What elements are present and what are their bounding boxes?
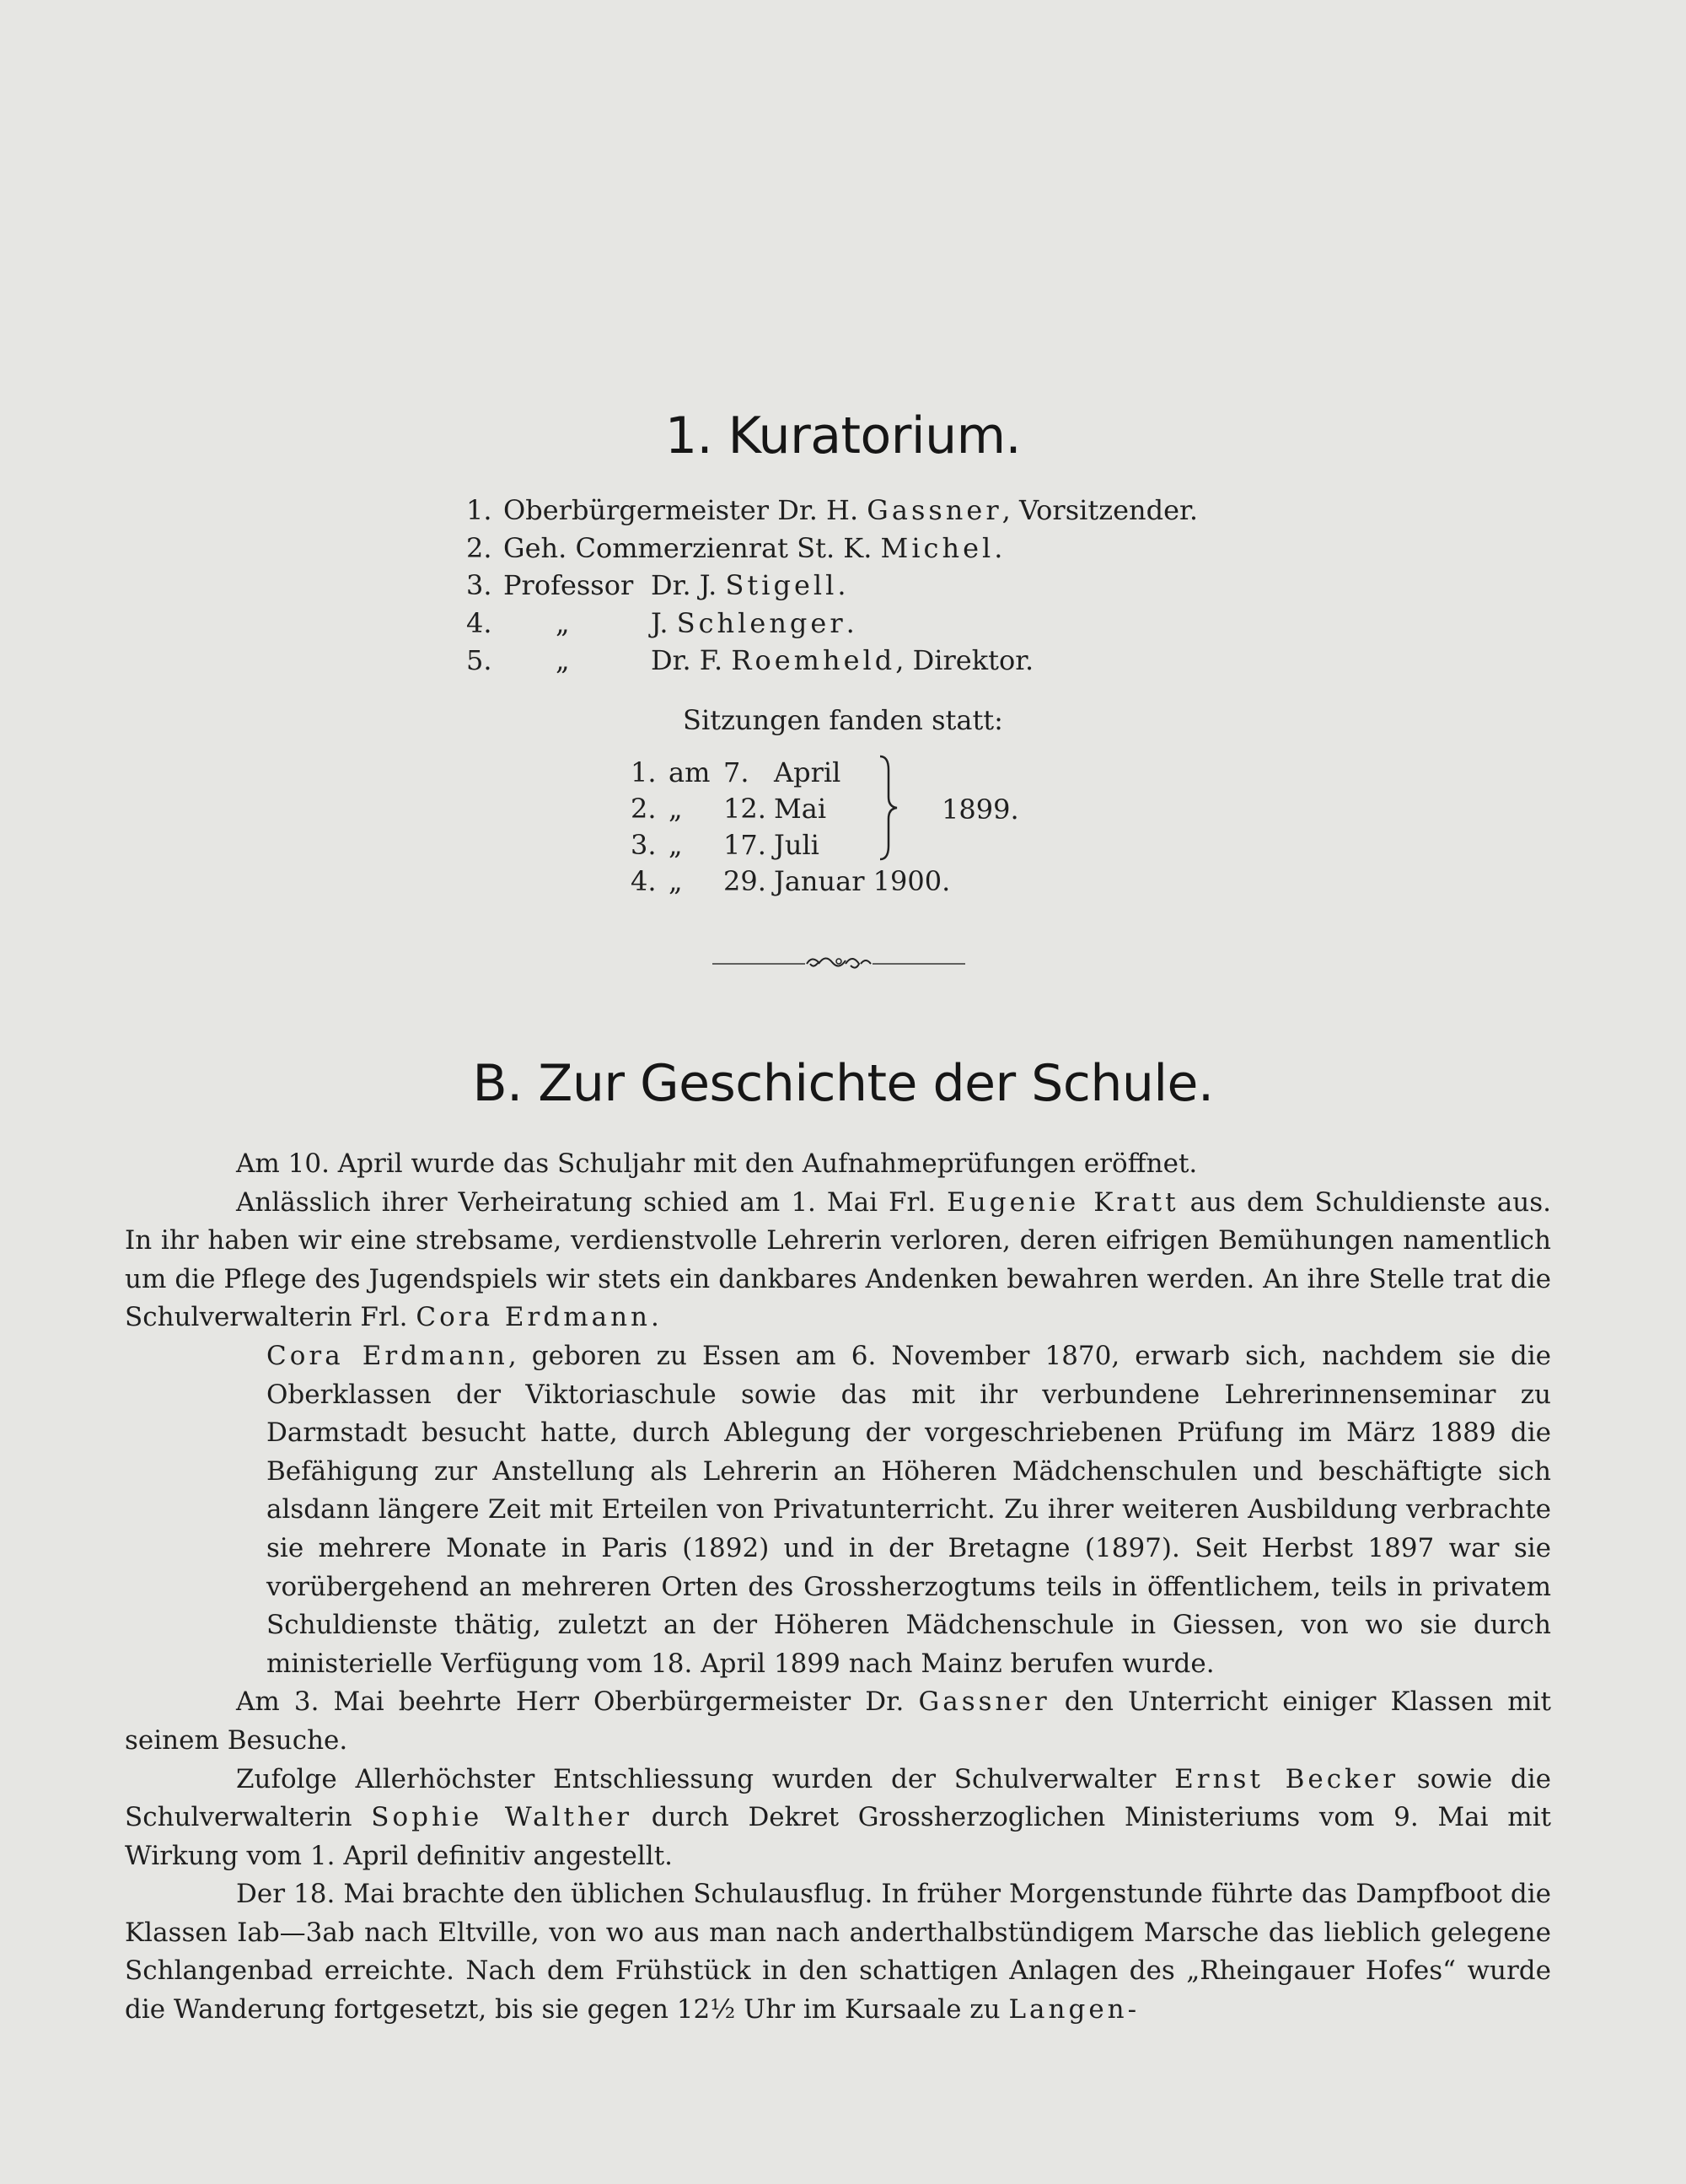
session-item bbox=[631, 755, 950, 791]
member-number: 1. bbox=[466, 494, 492, 526]
member-surname: Gassner bbox=[867, 494, 1002, 526]
member-title: Professor bbox=[503, 569, 634, 601]
paragraph-text: den Unterricht einiger Klassen mit seinem Besuche. bbox=[125, 1686, 1552, 1756]
member-title-ditto: „ bbox=[556, 606, 570, 639]
paragraph-text: Anlässlich ihrer Verheiratung schied am 1. Mai Frl. bbox=[236, 1186, 937, 1218]
paragraph-text: Zufolge Allerhöchster Entschliessung wurden der Schulverwalter bbox=[236, 1763, 1157, 1794]
ornament-divider-icon bbox=[712, 951, 965, 976]
member-item bbox=[466, 605, 1198, 643]
section-title-geschichte: B. Zur Geschichte der Schule. bbox=[472, 1054, 1214, 1113]
member-suffix: . bbox=[994, 531, 1003, 564]
member-item bbox=[466, 567, 1198, 605]
session-day: 17. bbox=[723, 829, 766, 861]
member-list bbox=[466, 492, 1198, 680]
session-day: 7. bbox=[723, 756, 749, 788]
paragraph-text: . bbox=[651, 1302, 659, 1333]
session-number: 1. bbox=[631, 756, 657, 788]
member-number: 5. bbox=[466, 644, 492, 676]
session-item bbox=[631, 791, 950, 827]
paragraph-text: Der 18. Mai brachte den üblichen Schulausflug. In früher Morgenstunde führte das Dampfboot die Klassen Iab—3ab nach Eltville, von wo aus man nach anderthalbstündigem Marsche das lieblich gelegene Schlangenbad erreichte. Nach dem Frühstück in den schattigen Anlagen des „Rheingauer Hofes“ wurde die Wanderung fortgesetzt, bis sie gegen 12½ Uhr im Kursaale zu bbox=[125, 1879, 1551, 2025]
member-title-ditto: „ bbox=[556, 644, 570, 676]
member-name: Dr. F. bbox=[651, 644, 723, 676]
member-surname: Stigell bbox=[725, 569, 838, 601]
member-name: Oberbürgermeister Dr. H. bbox=[503, 494, 859, 526]
member-number: 4. bbox=[466, 606, 492, 639]
paragraph bbox=[125, 1683, 1551, 1760]
member-surname: Schlenger bbox=[676, 606, 846, 639]
session-number: 3. bbox=[631, 829, 657, 861]
place-name: Langen- bbox=[1008, 1994, 1141, 2025]
paragraph-text: durch Dekret Grossherzoglichen Ministeriums vom 9. Mai mit Wirkung vom 1. April definitiv angestellt. bbox=[125, 1802, 1552, 1871]
session-prefix: „ bbox=[668, 793, 683, 825]
paragraph-text: Am 3. Mai beehrte Herr Oberbürgermeister Dr. bbox=[236, 1686, 905, 1718]
member-suffix: . bbox=[846, 606, 855, 639]
person-name: Sophie Walther bbox=[371, 1802, 633, 1833]
paragraph-text: , geboren zu Essen am 6. November 1870, erwarb sich, nachdem sie die Oberklassen der Viktoriaschule sowie das mit ihr verbundene Lehrerinnenseminar zu Darmstadt besucht hatte, durch Ablegung der vorgeschriebenen Prüfung im März 1889 die Befähigung zur Anstellung als Lehrerin an Höheren Mädchenschulen und beschäftigte sich alsdann längere Zeit mit Erteilen von Privatunterricht. Zu ihrer weiteren Ausbildung verbrachte sie mehrere Monate in Paris (1892) und in der Bretagne (1897). Seit Herbst 1897 war sie vorübergehend an mehreren Orten des Grossherzogtums teils in öffentlichem, teils in privatem Schuldienste thätig, zuletzt an der Höheren Mädchenschule in Giessen, von wo sie durch ministerielle Verfügung vom 18. April 1899 nach Mainz berufen wurde. bbox=[266, 1340, 1551, 1679]
paragraph bbox=[125, 1145, 1551, 1184]
member-suffix: , Direktor. bbox=[895, 644, 1034, 676]
member-suffix: , Vorsitzender. bbox=[1001, 494, 1198, 526]
session-number: 4. bbox=[631, 865, 657, 897]
history-text bbox=[125, 1145, 1551, 2030]
sessions-year: 1899. bbox=[942, 793, 1019, 826]
curly-brace-icon bbox=[877, 753, 902, 863]
person-name: Eugenie Kratt bbox=[947, 1186, 1179, 1218]
person-name: Cora Erdmann bbox=[416, 1302, 652, 1333]
member-number: 3. bbox=[466, 569, 492, 601]
session-day: 29. bbox=[723, 865, 766, 897]
session-month: Januar 1900. bbox=[774, 865, 951, 897]
session-number: 2. bbox=[631, 793, 657, 825]
member-name: J. bbox=[651, 606, 668, 639]
member-item bbox=[466, 642, 1198, 680]
paragraph bbox=[125, 1184, 1551, 1337]
session-prefix: „ bbox=[668, 865, 683, 897]
paragraph-text: sowie die Schulverwalterin bbox=[125, 1763, 1551, 1833]
session-item bbox=[631, 863, 950, 900]
member-surname: Roemheld bbox=[731, 644, 896, 676]
paragraph-text: aus dem Schuldienste aus. In ihr haben wir eine strebsame, verdienstvolle Lehrerin verloren, deren eifrigen Bemühungen namentlich um die Pflege des Jugendspiels wir stets ein dankbares Andenken bewahren werden. An ihre Stelle trat die Schulverwalterin Frl. bbox=[125, 1186, 1551, 1333]
session-prefix: „ bbox=[668, 829, 683, 861]
session-prefix: am bbox=[668, 756, 711, 788]
member-item bbox=[466, 530, 1198, 568]
person-name: Ernst Becker bbox=[1174, 1763, 1399, 1794]
member-name: Dr. J. bbox=[651, 569, 717, 601]
session-list bbox=[631, 755, 950, 900]
session-month: Juli bbox=[774, 829, 819, 861]
section-title-kuratorium: 1. Kuratorium. bbox=[664, 406, 1022, 465]
person-name: Cora Erdmann bbox=[266, 1340, 508, 1371]
member-item bbox=[466, 492, 1198, 530]
paragraph-text: Am 10. April wurde das Schuljahr mit den Aufnahmeprüfungen eröffnet. bbox=[236, 1148, 1198, 1179]
member-name: Geh. Commerzienrat St. K. bbox=[503, 531, 873, 564]
session-day: 12. bbox=[723, 793, 766, 825]
paragraph bbox=[125, 1875, 1551, 2029]
biography-paragraph bbox=[266, 1337, 1551, 1683]
member-surname: Michel bbox=[880, 531, 995, 564]
paragraph bbox=[125, 1761, 1551, 1876]
member-number: 2. bbox=[466, 531, 492, 564]
session-month: April bbox=[774, 756, 841, 788]
member-suffix: . bbox=[837, 569, 846, 601]
sessions-heading: Sitzungen fanden statt: bbox=[683, 704, 1003, 736]
session-month: Mai bbox=[774, 793, 827, 825]
session-item bbox=[631, 827, 950, 863]
person-name: Gassner bbox=[918, 1686, 1050, 1718]
